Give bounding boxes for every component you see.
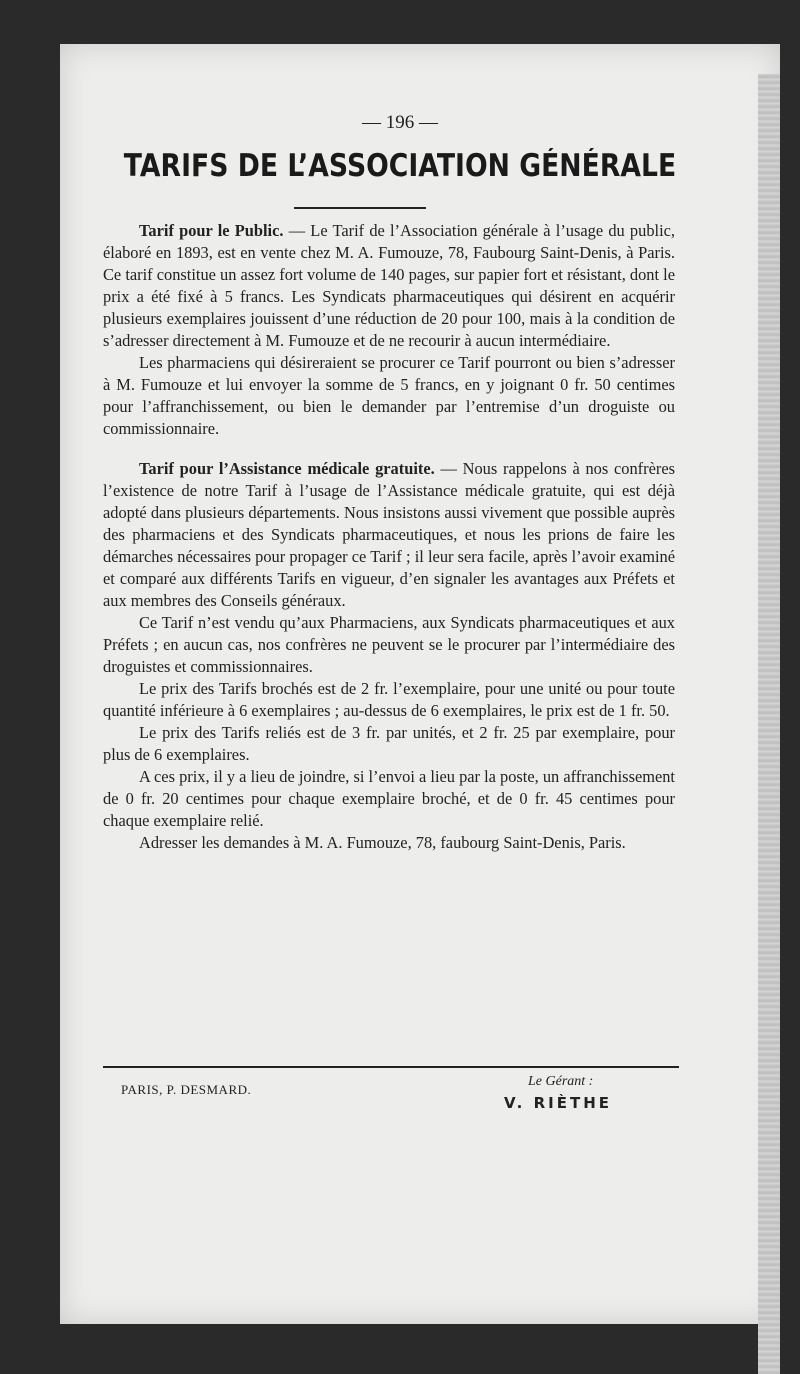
page-title: TARIFS DE L’ASSOCIATION GÉNÉRALE [123,148,677,184]
paragraph: Les pharmaciens qui désireraient se procurer ce Tarif pourront ou bien s’adresser à M. Fumouze et lui envoyer la somme de 5 francs, en y joignant 0 fr. 50 centimes pour l’affranchissement, ou bien le demander par l’entremise d’un droguiste ou commissionnaire. [103,353,675,438]
paragraph: Ce Tarif n’est vendu qu’aux Pharmaciens, aux Syndicats pharmaceutiques et aux Préfets ; en aucun cas, nos confrères ne peuvent se le procurer par l’intermédiaire des droguistes et commissionnaires. [103,613,675,676]
gerant-name: V. RIÈTHE [504,1094,613,1112]
section-tarif-assistance [103,458,675,854]
paragraph-text: — Nous rappelons à nos confrères l’existence de notre Tarif à l’usage de l’Assistance médicale gratuite, qui est déjà adopté dans plusieurs départements. Nous insistons aussi vivement que possible auprès des pharmaciens et des Syndicats pharmaceutiques, et nous les prions de faire les démarches nécessaires pour propager ce Tarif ; il leur sera facile, après l’avoir examiné et comparé aux différents Tarifs en vigueur, d’en signaler les avantages aux Préfets et aux membres des Conseils généraux. [103,459,675,610]
paragraph [103,220,675,352]
section-tarif-public [103,220,675,440]
paragraph: A ces prix, il y a lieu de joindre, si l’envoi a lieu par la poste, un affranchissement de 0 fr. 20 centimes pour chaque exemplaire broché, et de 0 fr. 45 centimes pour chaque exemplaire relié. [103,767,675,830]
title-rule [294,207,426,209]
printer-imprint: PARIS, P. DESMARD. [121,1082,252,1097]
article-body [103,220,675,854]
section-heading: Tarif pour l’Assistance médicale gratuite. [139,459,435,478]
section-heading: Tarif pour le Public. [139,221,284,240]
paragraph: Adresser les demandes à M. A. Fumouze, 78, faubourg Saint-Denis, Paris. [139,833,626,852]
paragraph [103,458,675,612]
paragraph-text: — Le Tarif de l’Association générale à l’usage du public, élaboré en 1893, est en vente chez M. A. Fumouze, 78, Faubourg Saint-Denis, à Paris. Ce tarif constitue un assez fort volume de 140 pages, sur papier fort et résistant, dont le prix a été fixé à 5 francs. Les Syndicats pharmaceutiques qui désirent en acquérir plusieurs exemplaires jouissent d’une réduction de 20 pour 100, mais à la condition de s’adresser directement à M. Fumouze et de ne recourir à aucun intermédiaire. [103,221,675,350]
paragraph: Le prix des Tarifs reliés est de 3 fr. par unités, et 2 fr. 25 par exemplaire, pour plus de 6 exemplaires. [103,723,675,764]
page-edge [758,74,780,1374]
page-number: — 196 — [362,112,438,133]
gerant-label: Le Gérant : [528,1074,594,1089]
footer-rule [103,1066,679,1068]
paragraph: Le prix des Tarifs brochés est de 2 fr. l’exemplaire, pour une unité ou pour toute quantité inférieure à 6 exemplaires ; au-dessus de 6 exemplaires, le prix est de 1 fr. 50. [103,679,675,720]
